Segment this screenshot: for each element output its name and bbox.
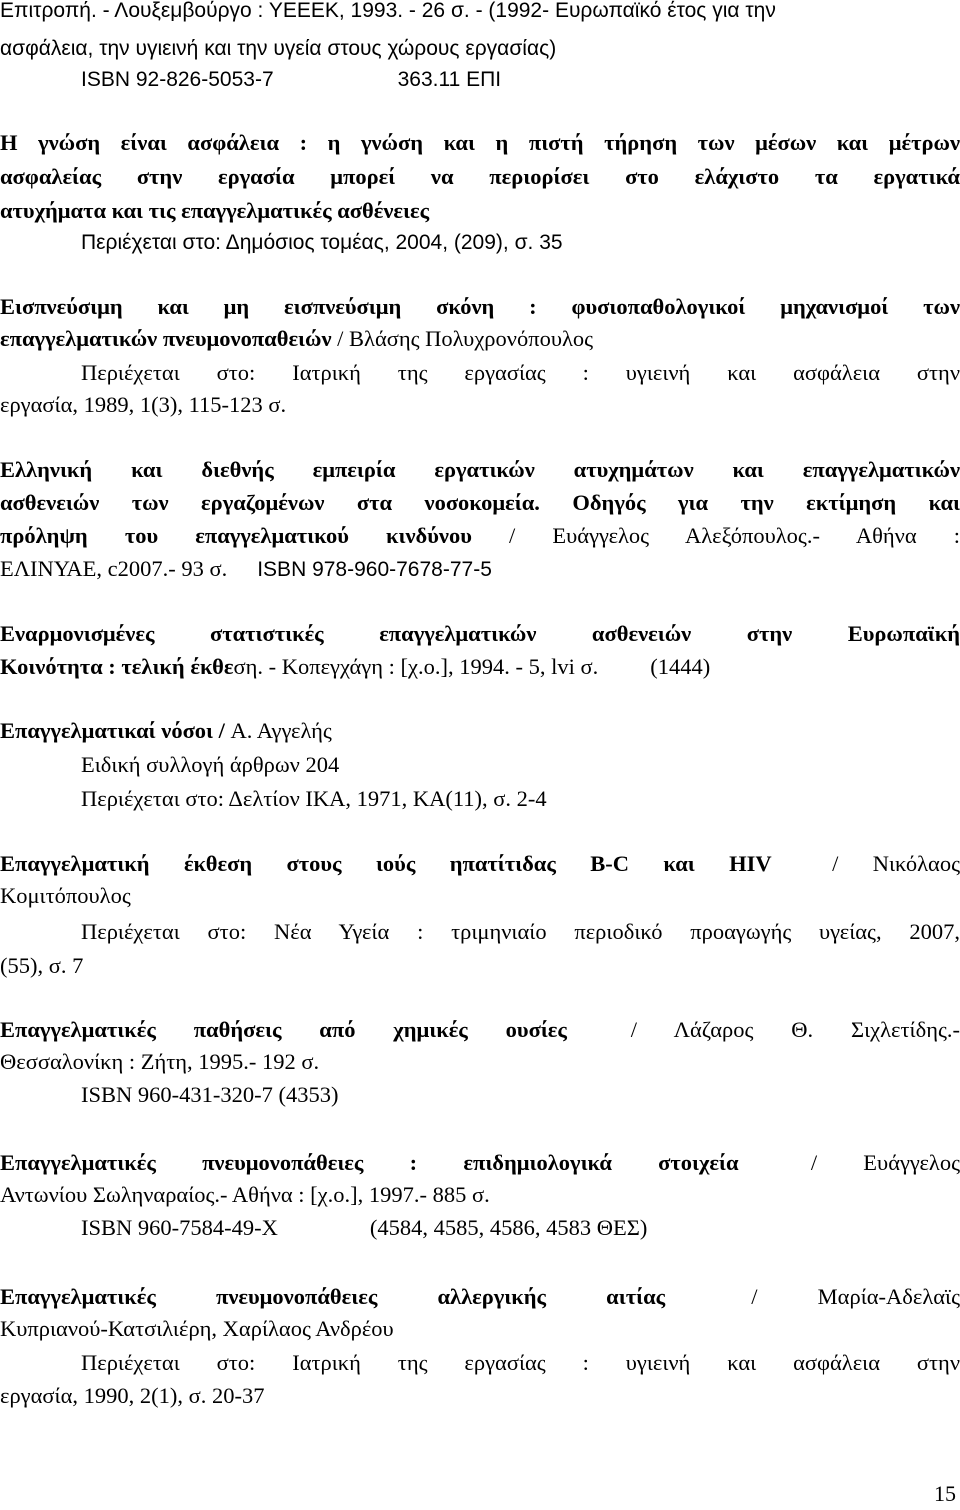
entry-6-contained-1: Περιέχεται στο: Νέα Υγεία : τριμηνιαίο περιοδικό προαγωγής υγείας, 2007, (81, 919, 960, 944)
entry-3-title-1: Ελληνική και διεθνής εμπειρία εργατικών ατυχημάτων και επαγγελματικών (0, 457, 960, 482)
entry-8-author-2: Αντωνίου Σωληναραίος.- Αθήνα : [χ.ο.], 1997.- 885 σ. (0, 1182, 490, 1207)
entry-9-contained-2: εργασία, 1990, 2(1), σ. 20-37 (0, 1383, 265, 1408)
entry-7-author-1: / Λάζαρος Θ. Σιχλετίδης.- (630, 1017, 960, 1042)
entry-3-title-2: ασθενειών των εργαζομένων στα νοσοκομεία. Οδηγός για την εκτίμηση και (0, 490, 960, 515)
entry-5-title: Επαγγελματικαί νόσοι / Α. Αγγελής (0, 718, 332, 743)
entry-6-contained-2: (55), σ. 7 (0, 953, 84, 978)
entry-0-isbn: ISBN 92-826-5053-7 (81, 68, 274, 91)
entry-9-contained-1: Περιέχεται στο: Ιατρική της εργασίας : υγιεινή και ασφάλεια στην (81, 1350, 960, 1375)
entry-9-author-1: / Μαρία-Αδελαϊς (751, 1284, 960, 1309)
entry-0-isbn-line (81, 65, 501, 95)
entry-7-title-1: Επαγγελματικές παθήσεις από χημικές ουσίες / Λάζαρος Θ. Σιχλετίδης.- (0, 1017, 960, 1042)
entry-2-contained-1: Περιέχεται στο: Ιατρική της εργασίας : υγιεινή και ασφάλεια στην (81, 360, 960, 385)
entry-3-isbn: ISBN 978-960-7678-77-5 (257, 558, 492, 581)
entry-0-line-1: Επιτροπή. - Λουξεμβούργο : ΥΕΕΕΚ, 1993. - 26 σ. - (1992- Ευρωπαϊκό έτος για την (0, 0, 776, 22)
entry-2-title-1: Εισπνεύσιμη και μη εισπνεύσιμη σκόνη : φυσιοπαθολογικοί μηχανισμοί των (0, 294, 960, 319)
entry-0-line-2: ασφάλεια, την υγιεινή και την υγεία στους χώρους εργασίας) (0, 37, 557, 60)
entry-1-contained: Περιέχεται στο: Δημόσιος τομέας, 2004, (209), σ. 35 (81, 231, 563, 254)
entry-3-title-3: πρόληψη του επαγγελματικού κινδύνου / Ευάγγελος Αλεξόπουλος.- Αθήνα : (0, 523, 960, 548)
entry-8-isbn: ISBN 960-7584-49-X (81, 1215, 278, 1240)
entry-2-author: / Βλάσης Πολυχρονόπουλος (331, 326, 594, 351)
entry-3-imprint-line (0, 554, 492, 585)
entry-6-author-2: Κομιτόπουλος (0, 883, 131, 908)
entry-5-contained: Περιέχεται στο: Δελτίον ΙΚΑ, 1971, ΚΑ(11), σ. 2-4 (81, 786, 547, 811)
entry-1-title-3: ατυχήματα και τις επαγγελματικές ασθένειες (0, 198, 430, 223)
entry-7-imprint: Θεσσαλονίκη : Ζήτη, 1995.- 192 σ. (0, 1049, 320, 1074)
entry-6-title-1: Επαγγελματική έκθεση στους ιούς ηπατίτιδας B-C και HIV / Νικόλαος (0, 851, 960, 876)
entry-9-title-1: Επαγγελματικές πνευμονοπάθειες αλλεργικής αιτίας / Μαρία-Αδελαϊς (0, 1284, 960, 1309)
entry-3-imprint: ΕΛΙΝΥΑΕ, c2007.- 93 σ. (0, 556, 228, 581)
entry-8-isbn-line (81, 1213, 647, 1243)
entry-5-author: Α. Αγγελής (230, 718, 332, 743)
entry-2-contained-2: εργασία, 1989, 1(3), 115-123 σ. (0, 392, 287, 417)
entry-8-author-1: / Ευάγγελος (810, 1150, 960, 1175)
entry-1-title-1: Η γνώση είναι ασφάλεια : η γνώση και η πιστή τήρηση των μέσων και μέτρων (0, 130, 960, 155)
entry-8-codes: (4584, 4585, 4586, 4583 ΘΕΣ) (369, 1215, 648, 1240)
entry-3-author: / Ευάγγελος Αλεξόπουλος.- Αθήνα : (471, 523, 960, 548)
page-number: 15 (934, 1481, 956, 1506)
entry-6-author-1: / Νικόλαος (832, 851, 960, 876)
entry-9-author-2: Κυπριανού-Κατσιλιέρη, Χαρίλαος Ανδρέου (0, 1316, 394, 1341)
entry-7-isbn: ISBN 960-431-320-7 (4353) (81, 1082, 339, 1107)
entry-4-title-1: Εναρμονισμένες στατιστικές επαγγελματικών ασθενειών στην Ευρωπαϊκή (0, 621, 960, 646)
entry-8-title-1: Επαγγελματικές πνευμονοπάθειες : επιδημιολογικά στοιχεία / Ευάγγελος (0, 1150, 960, 1175)
entry-4-code: (1444) (650, 654, 711, 679)
entry-4-title-2: Κοινότητα : τελική έκθεση. - Κοπεγχάγη : [χ.ο.], 1994. - 5, lvi σ. (1444) (0, 654, 711, 679)
entry-2-title-2: επαγγελματικών πνευμονοπαθειών / Βλάσης Πολυχρονόπουλος (0, 326, 594, 351)
entry-0-class-number: 363.11 ΕΠΙ (397, 68, 502, 91)
entry-1-title-2: ασφαλείας στην εργασία μπορεί να περιορίσει στο ελάχιστο τα εργατικά (0, 164, 960, 189)
entry-5-note: Ειδική συλλογή άρθρων 204 (81, 752, 340, 777)
